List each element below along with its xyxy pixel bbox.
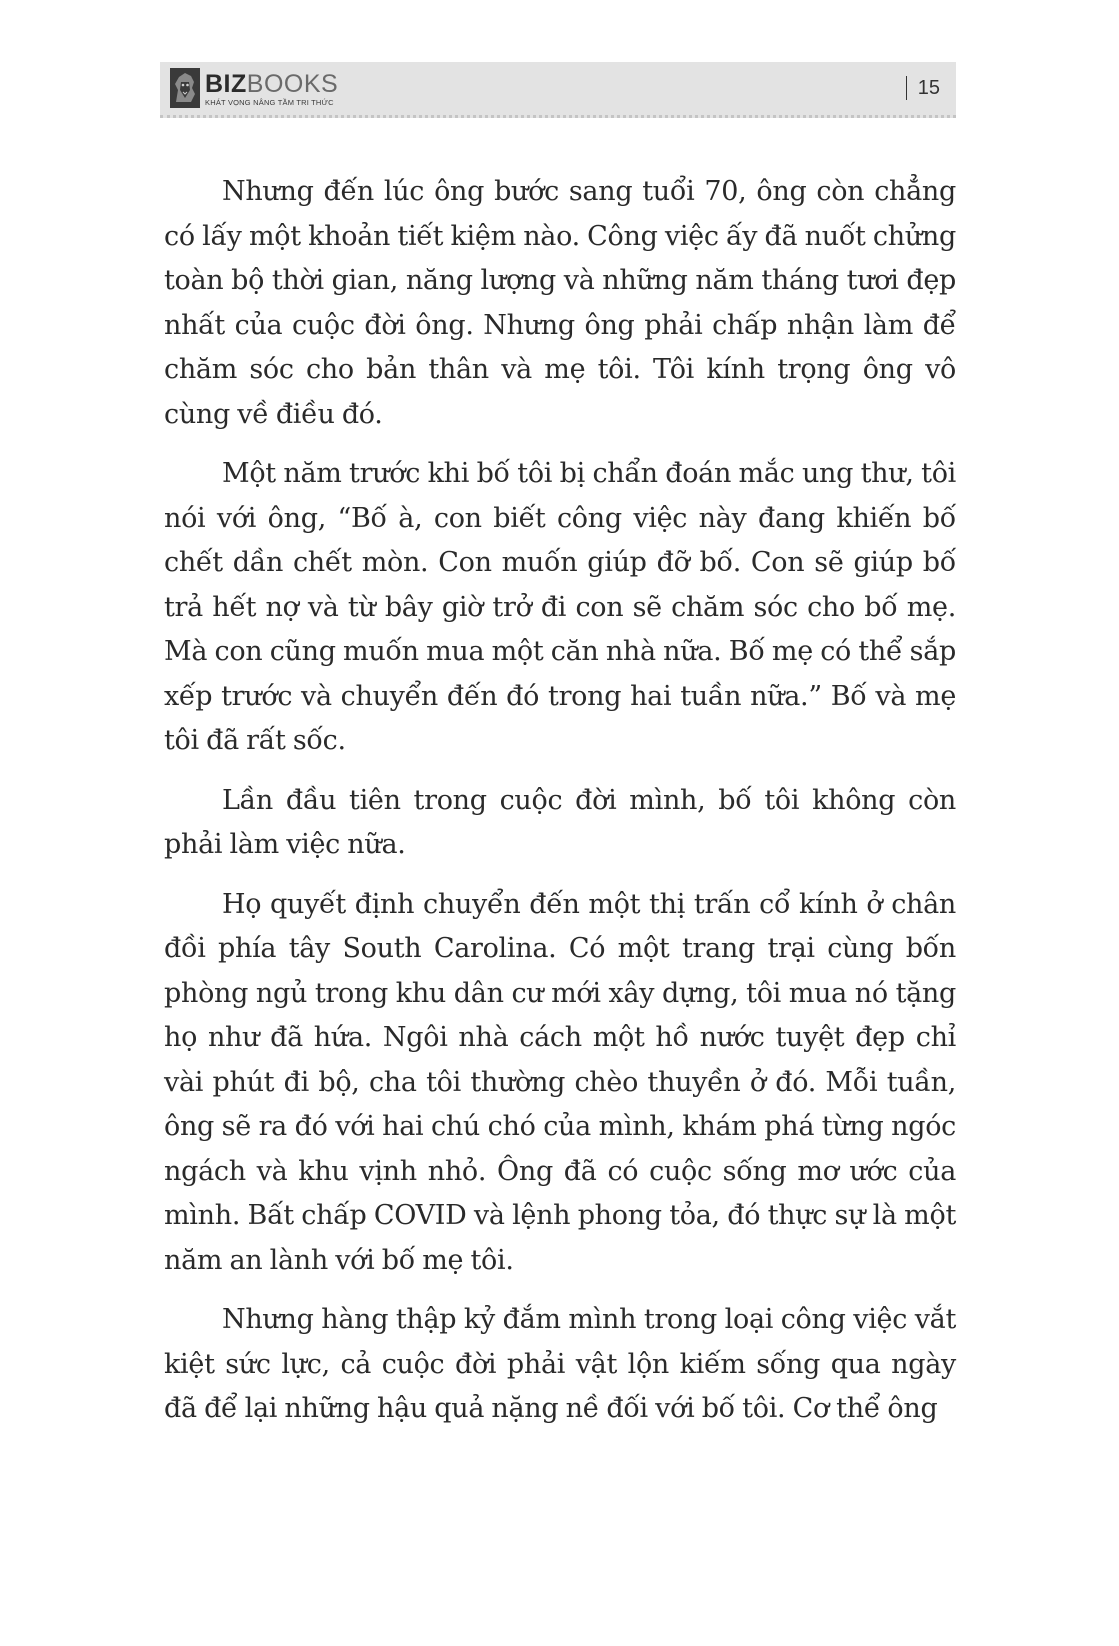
paragraph: Lần đầu tiên trong cuộc đời mình, bố tôi không còn phải làm việc nữa. xyxy=(164,784,956,860)
brand-logo xyxy=(170,68,338,108)
body-text xyxy=(164,170,956,1447)
paragraph: Nhưng hàng thập kỷ đắm mình trong loại công việc vắt kiệt sức lực, cả cuộc đời phải vật lộn kiếm sống qua ngày đã để lại những hậu quả nặng nề đối với bố tôi. Cơ thể ông xyxy=(164,1304,956,1424)
paragraph: Nhưng đến lúc ông bước sang tuổi 70, ông còn chẳng có lấy một khoản tiết kiệm nào. Công việc ấy đã nuốt chửng toàn bộ thời gian, năng lượng và những năm tháng tươi đẹp nhất của cuộc đời ông. Nhưng ông phải chấp nhận làm để chăm sóc cho bản thân và mẹ tôi. Tôi kính trọng ông vô cùng về điều đó. xyxy=(164,176,956,430)
paragraph: Họ quyết định chuyển đến một thị trấn cổ kính ở chân đồi phía tây South Carolina. Có một trang trại cùng bốn phòng ngủ trong khu dân cư mới xây dựng, tôi mua nó tặng họ như đã hứa. Ngôi nhà cách một hồ nước tuyệt đẹp chỉ vài phút đi bộ, cha tôi thường chèo thuyền ở đó. Mỗi tuần, ông sẽ ra đó với hai chú chó của mình, khám phá từng ngóc ngách và khu vịnh nhỏ. Ông đã có cuộc sống mơ ước của mình. Bất chấp COVID và lệnh phong tỏa, đó thực sự là một năm an lành với bố mẹ tôi. xyxy=(164,888,956,1276)
brand-lion-icon xyxy=(170,68,200,108)
page-header xyxy=(160,62,956,118)
paragraph: Một năm trước khi bố tôi bị chẩn đoán mắc ung thư, tôi nói với ông, “Bố à, con biết công việc này đang khiến bố chết dần chết mòn. Con muốn giúp đỡ bố. Con sẽ giúp bố trả hết nợ và từ bây giờ trở đi con sẽ chăm sóc cho bố mẹ. Mà con cũng muốn mua một căn nhà nữa. Bố mẹ có thể sắp xếp trước và chuyển đến đó trong hai tuần nữa.” Bố và mẹ tôi đã rất sốc. xyxy=(164,458,956,756)
brand-tagline: KHÁT VỌNG NÂNG TẦM TRI THỨC xyxy=(205,97,334,107)
brand-name: BIZBOOKS xyxy=(205,69,339,98)
page-number: 15 xyxy=(906,76,940,100)
